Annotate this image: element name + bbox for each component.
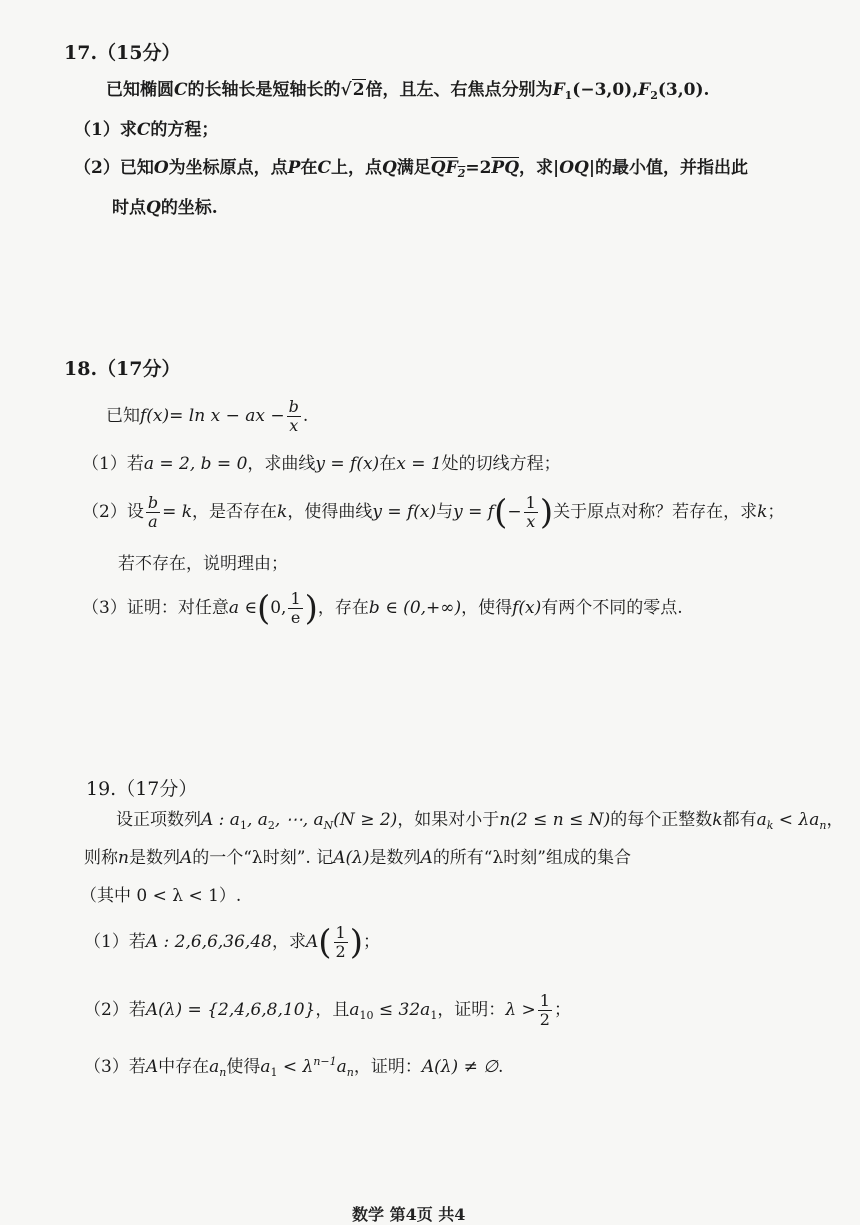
q17-intro: 已知椭圆C的长轴长是短轴长的√2倍，且左、右焦点分别为$F_1(-3,0),F_2(3,0)$. xyxy=(106,80,710,102)
q18-part1: （1）若a = 2, b = 0，求曲线y = f(x)在x = 1处的切线方程； xyxy=(82,454,561,474)
q19-part1: （1）若A : 2,6,6,36,48，求A( $\frac{1}{2}$ )； xyxy=(84,922,380,963)
q18-given: 已知f(x)= ln x − ax − $\frac{b}{x}$ . xyxy=(106,397,309,435)
q19-part3: （3）若A中存在$a_n$使得$a_1 < \lambda^{n-1}a_n$，证明：A(λ) ≠ ∅. xyxy=(84,1055,504,1079)
q19-header: 19.（17分） xyxy=(86,778,198,800)
page-footer: 数学 第4页 共4 xyxy=(352,1205,466,1224)
q17-part2-cont: 时点Q的坐标. xyxy=(112,198,218,218)
q19-def-line1: 设正项数列A : $a_1$, $a_2$, ⋯, $a_N(N \ge 2)$，如果对小于n(2 ≤ n ≤ N)的每个正整数k都有$a_k < \lambda a_n$， xyxy=(116,810,844,832)
q17-part2: （2）已知O为坐标原点，点P在C上，点Q满足$QF_2=2\overline{PQ}$，求|OQ|的最小值，并指出此 xyxy=(74,158,749,180)
q18-part2: （2）设 $\frac{b}{a}$ = k，是否存在k，使得曲线y = f(x)与y = f(− $\frac{1}{x}$ )关于原点对称？若存在，求k； xyxy=(82,492,785,533)
q18-part3: （3）证明：对任意a ∈(0, $\frac{1}{e}$ )，存在b ∈ (0,+∞)，使得f(x)有两个不同的零点. xyxy=(82,588,683,629)
q18-part2-cont: 若不存在，说明理由； xyxy=(118,554,288,574)
q18-header: 18.（17分） xyxy=(64,358,181,380)
q17-part1: （1）求C的方程； xyxy=(74,120,219,140)
q19-part2: （2）若A(λ) = {2,4,6,8,10}，且$a_{10} \le 32a_1$，证明：λ > $\frac{1}{2}$ ； xyxy=(84,991,571,1029)
q17-header: 17.（15分） xyxy=(64,42,181,64)
q19-def-line3: （其中 0 < λ < 1）. xyxy=(80,886,242,906)
q19-def-line2: 则称n是数列A的一个“λ时刻”. 记A(λ)是数列A的所有“λ时刻”组成的集合 xyxy=(84,848,631,868)
